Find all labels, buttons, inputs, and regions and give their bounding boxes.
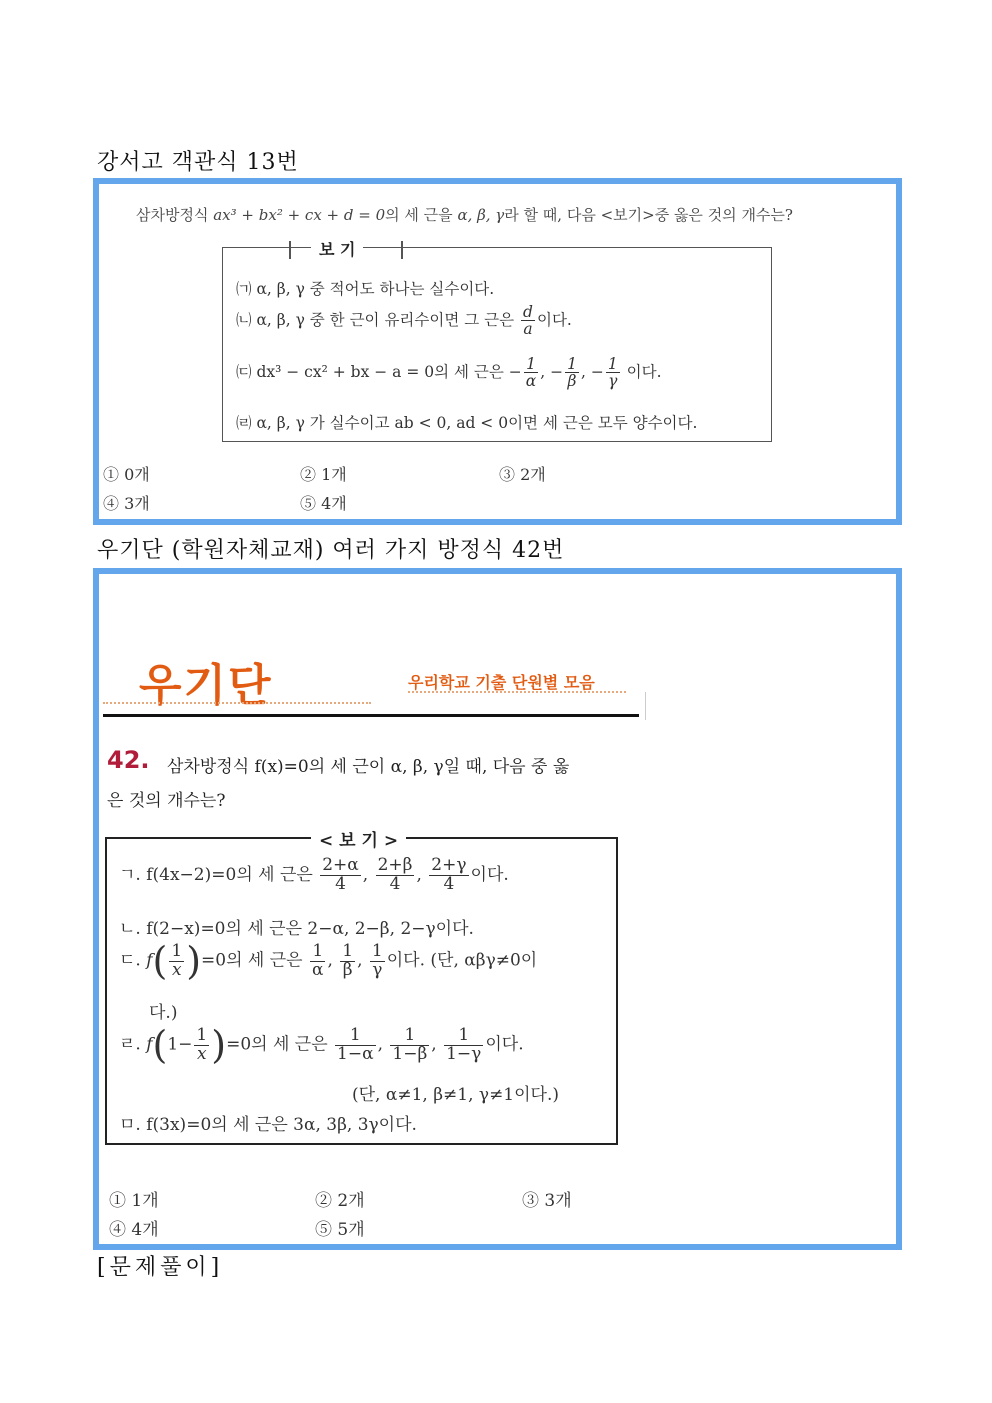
q2-item-b-text: f(2−x)=0의 세 근은 2−α, 2−β, 2−γ이다. [146, 919, 474, 939]
q2-item-a-frac-3 [429, 857, 468, 894]
q2-item-d-label: ㄹ. [119, 1034, 141, 1055]
frac-num: 1 [390, 1027, 429, 1046]
q2-item-d-condition: (단, α≠1, β≠1, γ≠1이다.) [352, 1085, 560, 1105]
q1-item-3-frac-2 [565, 356, 579, 390]
q2-item-d-text: =0의 세 근은 [226, 1034, 328, 1055]
frac-num: 1 [524, 356, 538, 373]
q2-choice-5[interactable]: ⑤ 5개 [315, 1220, 365, 1240]
frac-num: 1 [196, 1024, 208, 1045]
frac-num: 2+α [322, 855, 359, 875]
frac-num: 1 [444, 1027, 483, 1046]
q2-item-a-text: f(4x−2)=0의 세 근은 [146, 864, 313, 885]
q2-item-e [119, 1110, 417, 1135]
frac-num: 1 [335, 1027, 376, 1046]
q2-item-c-arg [169, 940, 184, 980]
q1-bogi-tick-right [401, 241, 403, 259]
q2-item-d-frac-2 [390, 1024, 429, 1064]
q2-item-b [119, 914, 474, 939]
q2-item-c-text: =0의 세 근은 [201, 950, 303, 971]
q1-roots: α, β, γ [457, 206, 505, 224]
q2-item-c: ㄷ. f( $\frac{1}{x}$ )=0의 세 근은 $\frac{1}{\alpha}$ , $\frac{1}{\beta}$ , $\frac{1}{\gamma}$ 이다. (단, αβγ≠0이 [119, 939, 538, 983]
q1-item-3-text: dx³ − cx² + bx − a = 0의 세 근은 [256, 362, 504, 381]
udan-logo: 우기단 [139, 660, 273, 711]
q2-item-a-label: ㄱ. [119, 864, 141, 885]
q2-item-a-frac-2 [376, 857, 415, 894]
q1-stem-mid: 의 세 근을 [385, 206, 453, 224]
q2-item-c-frac-1 [310, 940, 325, 980]
q2-item-a-frac-1 [320, 857, 361, 894]
q1-item-4-text: α, β, γ 가 실수이고 ab < 0, ad < 0이면 세 근은 모두 양수이다. [256, 414, 698, 432]
q1-item-1 [236, 277, 494, 299]
frac-num: 2+γ [431, 855, 467, 875]
q1-item-3-label: ㈂ [236, 362, 252, 381]
solution-heading: [문제풀이] [97, 1255, 224, 1280]
q2-item-e-text: f(3x)=0의 세 근은 3α, 3β, 3γ이다. [146, 1115, 417, 1135]
header-rule [103, 714, 639, 717]
logo-underline [103, 702, 371, 707]
q1-item-4 [236, 411, 697, 433]
q2-stem-line-2: 은 것의 개수는? [107, 791, 226, 811]
q1-choice-5[interactable]: ⑤ 4개 [300, 494, 347, 513]
frac-den: α [311, 959, 324, 980]
q1-stem-suffix: 라 할 때, 다음 <보기>중 옳은 것의 개수는? [504, 206, 793, 224]
q1-item-1-label: ㈀ [236, 280, 252, 298]
q1-item-2-label: ㈁ [236, 310, 252, 329]
header-corner [645, 692, 646, 720]
q1-choice-2[interactable]: ② 1개 [300, 465, 347, 484]
q2-choice-3[interactable]: ③ 3개 [522, 1191, 572, 1211]
section-heading-1: 강서고 객관식 13번 [97, 150, 299, 175]
frac-num: 1 [567, 355, 577, 373]
q1-choice-4[interactable]: ④ 3개 [103, 494, 150, 513]
q2-item-c-frac-2 [340, 940, 355, 980]
q1-item-3-end: 이다. [626, 362, 662, 381]
q2-item-d: ㄹ. f(1− $\frac{1}{x}$ )=0의 세 근은 $\frac{1}{1-\alpha}$ , $\frac{1}{1-\beta}$ , $\frac{1}{1-\gamma}$ 이다. [119, 1023, 524, 1067]
q2-choice-4[interactable]: ④ 4개 [109, 1220, 159, 1240]
q2-item-d-end: 이다. [485, 1034, 524, 1055]
q1-item-2-text: α, β, γ 중 한 근이 유리수이면 그 근은 [256, 310, 515, 329]
q1-bogi-title: 보 기 [311, 237, 363, 260]
q1-equation: ax³ + bx² + cx + d = 0 [213, 206, 386, 224]
frac-den: α [525, 372, 537, 391]
frac-den: γ [608, 372, 618, 391]
frac-den: β [567, 372, 577, 391]
banner-underline [408, 691, 626, 695]
q2-item-d-arg [194, 1024, 209, 1064]
frac-den: x [197, 1043, 207, 1064]
q1-item-1-text: α, β, γ 중 적어도 하나는 실수이다. [256, 280, 495, 298]
q2-bogi-title: < 보 기 > [311, 826, 406, 851]
frac-den: 4 [389, 873, 401, 894]
q2-stem-line-1: 삼차방정식 f(x)=0의 세 근이 α, β, γ일 때, 다음 중 옳 [167, 757, 570, 777]
frac-den: 1−γ [446, 1043, 482, 1064]
problem-frame-2 [93, 568, 902, 1250]
problem-frame-1 [93, 178, 902, 525]
q2-item-c-frac-3 [370, 940, 385, 980]
frac-num: 1 [607, 355, 618, 373]
frac-den: 4 [335, 873, 346, 894]
q1-stem-prefix: 삼차방정식 [136, 206, 209, 224]
q1-item-4-label: ㈃ [236, 414, 252, 432]
frac-num: 1 [171, 940, 183, 961]
q2-number: 42. [107, 746, 150, 774]
frac-num: 1 [310, 943, 325, 962]
q2-item-c-end: 이다. (단, αβγ≠0이 [386, 950, 538, 971]
frac-num: 2+β [377, 855, 413, 875]
q2-item-e-label: ㅁ. [119, 1115, 141, 1135]
q2-choice-2[interactable]: ② 2개 [315, 1191, 365, 1211]
q1-item-2-fraction [521, 304, 535, 338]
q2-choice-1[interactable]: ① 1개 [109, 1191, 159, 1211]
frac-den: a [523, 320, 533, 339]
q1-item-3-frac-3 [606, 356, 620, 390]
q1-item-2 [236, 304, 572, 338]
q1-stem [136, 204, 793, 225]
section-heading-2: 우기단 (학원자체교재) 여러 가지 방정식 42번 [97, 538, 565, 563]
q2-item-d-pre: 1− [167, 1034, 193, 1055]
q1-choice-3[interactable]: ③ 2개 [499, 465, 546, 484]
frac-den: x [171, 959, 182, 980]
frac-den: 1−β [392, 1043, 428, 1064]
q2-item-a-end: 이다. [470, 864, 509, 885]
frac-den: 4 [443, 873, 455, 894]
frac-num: d [523, 303, 533, 321]
q1-bogi-tick-left [289, 241, 291, 259]
func-f: f [146, 1034, 153, 1055]
q2-item-b-label: ㄴ. [119, 919, 141, 939]
q1-choice-1[interactable]: ① 0개 [103, 465, 150, 484]
q1-item-3-frac-1 [524, 356, 538, 390]
frac-num: 1 [342, 940, 354, 961]
q1-item-3: ㈂ dx³ − cx² + bx − a = 0의 세 근은 − $\frac{1}{\alpha}$ , − $\frac{1}{\beta}$ , − $\frac{1}{\gamma}$ 이다. [236, 355, 662, 391]
frac-den: 1−α [337, 1043, 374, 1064]
q2-item-d-frac-1 [335, 1024, 376, 1064]
frac-den: β [342, 959, 353, 980]
q2-item-a: ㄱ. f(4x−2)=0의 세 근은 $\frac{2+\alpha}{4}$ , $\frac{2+\beta}{4}$ , $\frac{2+\gamma}{4}$ 이다. [119, 855, 509, 894]
q2-item-c-continued: 다.) [149, 1003, 178, 1023]
q1-item-2-end: 이다. [536, 310, 572, 329]
frac-num: 1 [371, 940, 383, 961]
udan-banner: 우리학교 기출 단원별 모음 [408, 673, 595, 692]
frac-den: γ [372, 959, 383, 980]
func-f: f [146, 950, 153, 971]
q2-item-c-label: ㄷ. [119, 950, 141, 971]
q2-item-d-frac-3 [444, 1024, 483, 1064]
